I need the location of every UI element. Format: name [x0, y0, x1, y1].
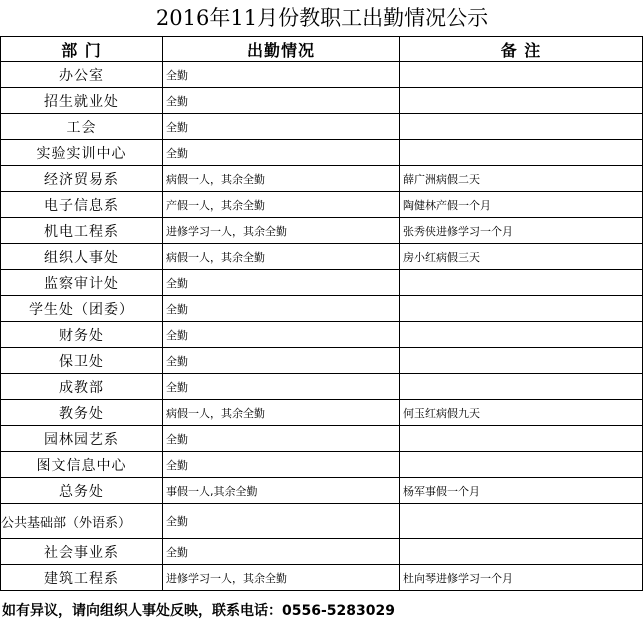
table-row	[1, 62, 643, 88]
cell-attendance[interactable]: 全勤	[163, 504, 400, 539]
cell-remarks[interactable]	[400, 504, 643, 539]
cell-dept[interactable]: 成教部	[1, 374, 163, 400]
cell-remarks[interactable]: 薛广洲病假二天	[400, 166, 643, 192]
cell-dept[interactable]: 办公室	[1, 62, 163, 88]
cell-dept[interactable]: 图文信息中心	[1, 452, 163, 478]
cell-attendance[interactable]: 全勤	[163, 114, 400, 140]
cell-remarks[interactable]	[400, 374, 643, 400]
cell-attendance[interactable]: 病假一人，其余全勤	[163, 400, 400, 426]
table-row	[1, 400, 643, 426]
cell-dept[interactable]: 监察审计处	[1, 270, 163, 296]
attendance-table	[0, 36, 643, 591]
header-dept[interactable]: 部 门	[1, 37, 163, 62]
cell-attendance[interactable]: 全勤	[163, 322, 400, 348]
table-row	[1, 348, 643, 374]
table-row	[1, 539, 643, 565]
table-row	[1, 478, 643, 504]
table-row	[1, 88, 643, 114]
cell-remarks[interactable]: 张秀侠进修学习一个月	[400, 218, 643, 244]
table-row	[1, 140, 643, 166]
cell-dept[interactable]: 园林园艺系	[1, 426, 163, 452]
cell-dept[interactable]: 学生处（团委）	[1, 296, 163, 322]
cell-remarks[interactable]	[400, 539, 643, 565]
cell-remarks[interactable]	[400, 62, 643, 88]
table-row	[1, 244, 643, 270]
header-row	[1, 37, 643, 62]
table-row	[1, 452, 643, 478]
cell-remarks[interactable]	[400, 296, 643, 322]
cell-attendance[interactable]: 进修学习一人，其余全勤	[163, 565, 400, 591]
cell-dept[interactable]: 经济贸易系	[1, 166, 163, 192]
cell-remarks[interactable]	[400, 114, 643, 140]
table-row	[1, 426, 643, 452]
table-row	[1, 270, 643, 296]
cell-dept[interactable]: 机电工程系	[1, 218, 163, 244]
cell-attendance[interactable]: 全勤	[163, 88, 400, 114]
cell-remarks[interactable]	[400, 322, 643, 348]
cell-dept[interactable]: 教务处	[1, 400, 163, 426]
cell-attendance[interactable]: 全勤	[163, 539, 400, 565]
cell-attendance[interactable]: 全勤	[163, 348, 400, 374]
cell-attendance[interactable]: 进修学习一人，其余全勤	[163, 218, 400, 244]
cell-dept[interactable]: 财务处	[1, 322, 163, 348]
cell-remarks[interactable]	[400, 88, 643, 114]
cell-attendance[interactable]: 事假一人,其余全勤	[163, 478, 400, 504]
cell-dept[interactable]: 招生就业处	[1, 88, 163, 114]
cell-attendance[interactable]: 全勤	[163, 140, 400, 166]
table-row	[1, 322, 643, 348]
cell-attendance[interactable]: 病假一人，其余全勤	[163, 166, 400, 192]
cell-dept[interactable]: 保卫处	[1, 348, 163, 374]
cell-attendance[interactable]: 全勤	[163, 426, 400, 452]
cell-dept[interactable]: 实验实训中心	[1, 140, 163, 166]
header-attendance[interactable]: 出勤情况	[163, 37, 400, 62]
cell-dept[interactable]: 总务处	[1, 478, 163, 504]
table-row	[1, 166, 643, 192]
cell-remarks[interactable]: 杜向琴进修学习一个月	[400, 565, 643, 591]
cell-dept[interactable]: 组织人事处	[1, 244, 163, 270]
table-row	[1, 192, 643, 218]
page-title: 2016年11月份教职工出勤情况公示	[155, 6, 489, 30]
table-row	[1, 296, 643, 322]
table-row	[1, 374, 643, 400]
cell-attendance[interactable]: 全勤	[163, 270, 400, 296]
cell-attendance[interactable]: 产假一人，其余全勤	[163, 192, 400, 218]
cell-remarks[interactable]: 杨军事假一个月	[400, 478, 643, 504]
table-row	[1, 565, 643, 591]
cell-remarks[interactable]: 何玉红病假九天	[400, 400, 643, 426]
table-row	[1, 114, 643, 140]
cell-remarks[interactable]: 陶健林产假一个月	[400, 192, 643, 218]
cell-remarks[interactable]	[400, 348, 643, 374]
cell-attendance[interactable]: 全勤	[163, 62, 400, 88]
cell-remarks[interactable]	[400, 426, 643, 452]
table-row	[1, 504, 643, 539]
cell-dept[interactable]: 公共基础部（外语系）	[1, 504, 163, 539]
cell-remarks[interactable]: 房小红病假三天	[400, 244, 643, 270]
cell-dept[interactable]: 建筑工程系	[1, 565, 163, 591]
header-remarks[interactable]: 备 注	[400, 37, 643, 62]
cell-dept[interactable]: 社会事业系	[1, 539, 163, 565]
cell-dept[interactable]: 工会	[1, 114, 163, 140]
cell-attendance[interactable]: 病假一人，其余全勤	[163, 244, 400, 270]
contact-note: 如有异议，请向组织人事处反映，联系电话：0556-5283029	[2, 603, 395, 619]
cell-attendance[interactable]: 全勤	[163, 374, 400, 400]
cell-attendance[interactable]: 全勤	[163, 452, 400, 478]
table-row	[1, 218, 643, 244]
cell-attendance[interactable]: 全勤	[163, 296, 400, 322]
cell-dept[interactable]: 电子信息系	[1, 192, 163, 218]
cell-remarks[interactable]	[400, 452, 643, 478]
cell-remarks[interactable]	[400, 270, 643, 296]
cell-remarks[interactable]	[400, 140, 643, 166]
